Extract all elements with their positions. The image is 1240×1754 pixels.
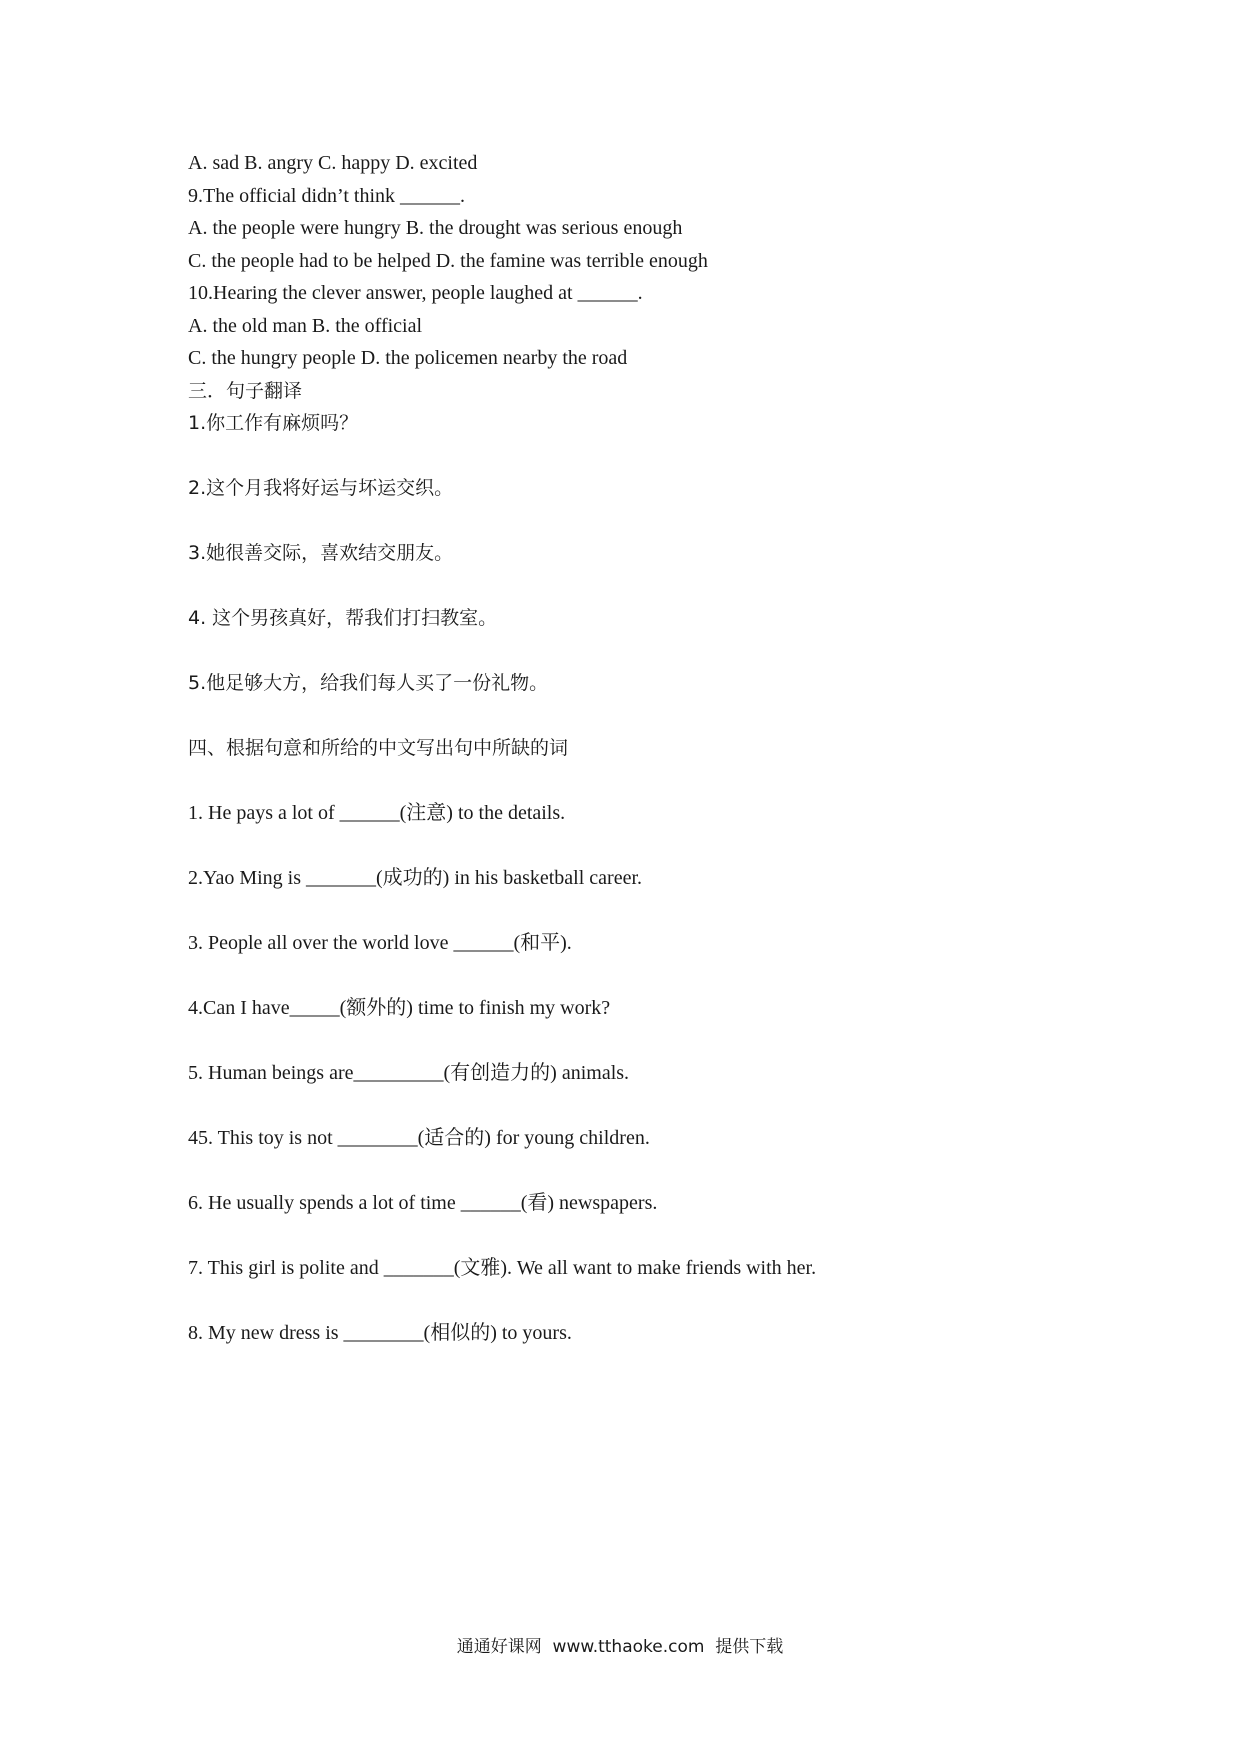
question-10: 10.Hearing the clever answer, people laughed at ______. [188,282,643,304]
answer-options-10-ab: A. the old man B. the official [188,314,423,337]
fill-blank-item-1: 1. He pays a lot of ______(注意) to the details. [188,802,566,824]
fill-blank-item-6: 6. He usually spends a lot of time ______(看) newspapers. [188,1192,658,1214]
fill-blank-item-7: 7. This girl is polite and _______(文雅). We all want to make friends with her. [188,1257,817,1279]
translation-item-2: 2.这个月我将好运与坏运交织。 [188,477,454,499]
translation-item-5: 5.他足够大方，给我们每人买了一份礼物。 [188,672,549,694]
answer-options-9-ab: A. the people were hungry B. the drought was serious enough [188,217,683,239]
page-footer: 通通好课网 www.tthaoke.com 提供下载 [456,1637,784,1657]
answer-options-9-cd: C. the people had to be helped D. the famine was terrible enough [188,249,708,272]
worksheet-content [188,152,1088,1344]
section-3-heading: 三．句子翻译 [188,379,303,402]
fill-blank-item-45: 45. This toy is not ________(适合的) for young children. [188,1127,650,1149]
answer-options-8: A. sad B. angry C. happy D. excited [188,152,478,174]
question-9: 9.The official didn’t think ______. [188,184,466,207]
fill-blank-item-8: 8. My new dress is ________(相似的) to yours. [188,1322,572,1344]
section-4-heading: 四、根据句意和所给的中文写出句中所缺的词 [188,737,569,759]
fill-blank-item-5: 5. Human beings are_________(有创造力的) animals. [188,1062,630,1084]
fill-blank-item-4: 4.Can I have_____(额外的) time to finish my work? [188,997,611,1019]
answer-options-10-cd: C. the hungry people D. the policemen nearby the road [188,347,628,369]
translation-item-1: 1.你工作有麻烦吗？ [188,412,359,434]
translation-item-3: 3.她很善交际，喜欢结交朋友。 [188,542,454,564]
translation-item-4: 4. 这个男孩真好，帮我们打扫教室。 [188,607,498,629]
fill-blank-item-3: 3. People all over the world love ______(和平). [188,932,572,954]
fill-blank-item-2: 2.Yao Ming is _______(成功的) in his basketball career. [188,867,643,889]
